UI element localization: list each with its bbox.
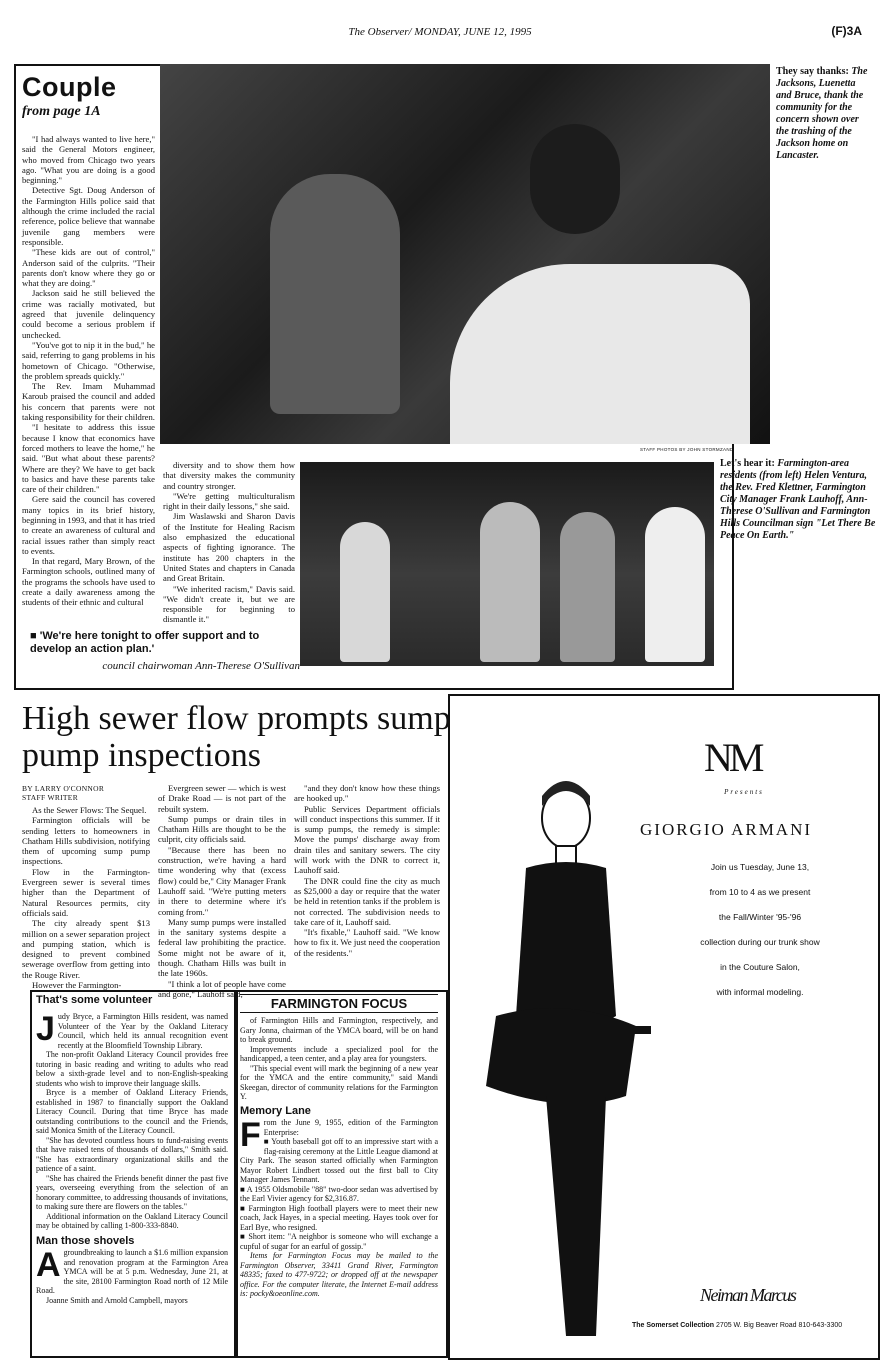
paragraph: Additional information on the Oakland Literacy Council may be obtained by calling 1-800-333-8840. <box>36 1211 228 1230</box>
ad-line: Join us Tuesday, June 13, <box>710 862 810 872</box>
paragraph: "It's fixable," Lauhoff said. "We know how to fix it. We just need the cooperation of the residents." <box>294 927 440 958</box>
volunteer-text <box>36 1012 228 1305</box>
shovels-first: groundbreaking to launch a $1.6 million expansion and renovation program at the Farmington Area YMCA will be at 5 p.m. Wednesday, June 21, at the site, 28100 Farmington Road north of 12 Mile Road. <box>36 1248 228 1295</box>
store-address <box>632 1322 872 1329</box>
paragraph: Jim Waslawski and Sharon Davis of the Institute for Healing Racism also emphasized the educational aspects of fighting ignorance. The institute has 200 chapters in the United States and chapters in Canada and Great Britain. <box>163 511 295 584</box>
ad-line: from 10 to 4 as we present <box>709 887 811 897</box>
memory-item <box>240 1232 438 1251</box>
focus-footer: Items for Farmington Focus may be mailed to the Farmington Observer, 33411 Grand River, Farmington 48335; faxed to 477-9722; or dropped off at the newspaper office. For the computer literate, the Internet E-mail address is: pocky&oeonline.com. <box>240 1251 438 1298</box>
paragraph: The Rev. Imam Muhammad Karoub praised the council and added his concern that parents were not taking responsibility for their children. <box>22 381 155 423</box>
bullet-icon: ■ <box>240 1184 247 1194</box>
memory-item-text: Short item: "A neighbor is someone who will exchange a cupful of sugar for an earful of gossip." <box>240 1232 438 1251</box>
paragraph: In that regard, Mary Brown, of the Farmington schools, outlined many of the programs the schools have used to create a daily awareness among the students of their ethnic and cultural <box>22 556 155 608</box>
shovels-p2: Joanne Smith and Arnold Campbell, mayors <box>46 1295 188 1305</box>
photo1-caption <box>776 66 872 162</box>
paragraph: Sump pumps or drain tiles in Chatham Hills are thought to be the culprit, city officials said. <box>158 813 286 845</box>
memory-item <box>240 1204 438 1233</box>
paragraph: Farmington officials will be sending letters to homeowners in Chatham Hills subdivision, notifying them of upcoming sump pump inspections. <box>22 815 150 867</box>
paragraph: "You've got to nip it in the bud," he said, referring to gang problems in his hometown of Chicago. "Otherwise, the problem spreads quickly." <box>22 339 155 381</box>
store-location: The Somerset Collection <box>632 1322 715 1329</box>
caption-text: Farmington-area residents (from left) Helen Ventura, the Rev. Fred Klettner, Farmington City Manager Frank Lauhoff, Ann-Therese O'Sullivan and Farmington Hills Councilman sign "Let There Be Peace On Earth." <box>720 458 876 541</box>
paragraph: diversity and to show them how that diversity makes the community and country stronger. <box>163 460 295 491</box>
paragraph: Flow in the Farmington-Evergreen sewer is several times higher than the Department of Natural Resources permits, city officials said. <box>22 866 150 918</box>
paragraph: However the Farmington- <box>32 980 122 991</box>
caption-lead: Let's hear it: <box>720 458 775 469</box>
caption-text: The Jacksons, Luenetta and Bruce, thank the community for the concern shown over the trashing of the Jackson home on Lancaster. <box>776 66 868 161</box>
paragraph: "I think a lot of people have come and gone," Lauhoff said, <box>158 978 286 999</box>
sewer-headline: High sewer flow prompts sump pump inspections <box>22 700 451 774</box>
photo-credit: STAFF PHOTOS BY JOHN STORMZAND <box>640 447 734 452</box>
caption-lead: They say thanks: <box>776 66 849 77</box>
byline-name: BY LARRY O'CONNOR <box>22 784 105 793</box>
store-street: 2705 W. Big Beaver Road 810-643-3300 <box>716 1322 843 1329</box>
volunteer-title: That's some volunteer <box>36 994 153 1006</box>
bullet-icon: ■ <box>263 1137 272 1146</box>
farmington-focus-title: FARMINGTON FOCUS <box>240 994 438 1013</box>
couple-column-2 <box>163 460 295 625</box>
byline-title: STAFF WRITER <box>22 792 78 802</box>
neiman-marcus-ad <box>448 694 880 1360</box>
photo-figure <box>480 502 540 662</box>
dateline: The Observer/ MONDAY, JUNE 12, 1995 <box>348 26 532 38</box>
paragraph: The non-profit Oakland Literacy Council provides free tutoring in basic reading and writing to adults who read below a sixth-grade level and to non-English-speaking students who wish to improve their language skills. <box>36 1050 228 1088</box>
memory-item <box>240 1137 438 1185</box>
memory-first: rom the June 9, 1955, edition of the Farmington Enterprise: <box>263 1118 438 1137</box>
memory-lane-title: Memory Lane <box>240 1104 311 1117</box>
photo-figure <box>560 512 615 662</box>
memory-item <box>240 1185 438 1204</box>
volunteer-first: udy Bryce, a Farmington Hills resident, was named Volunteer of the Year by the Oakland Literacy Council, which held its annual recognition event recently at the Bloomfield Township Library. <box>57 1012 228 1050</box>
paragraph: "These kids are out of control," Anderson said of the culprits. "Their parents don't know where they go or what they are doing." <box>22 247 155 289</box>
paragraph: "I hesitate to address this issue because I know that economics have forced mothers to leave the home," he said. "But what about these parents? Where are they? We have to get back to basics and have these parents take care of their children." <box>22 422 155 495</box>
presents-text: Presents <box>724 788 764 796</box>
paragraph: "We're getting multiculturalism right in their daily lessons," she said. <box>163 490 295 512</box>
drop-cap: J <box>36 1010 55 1048</box>
neiman-marcus-logo: Neiman Marcus <box>700 1285 796 1305</box>
memory-item-text: A 1955 Oldsmobile "88" two-door sedan was advertised by the Earl Vivier agency for $2,316.87. <box>240 1184 438 1203</box>
photo-figure <box>340 522 390 662</box>
memory-item-text: Youth baseball got off to an impressive start with a flag-raising ceremony at the Little League diamond at City Park. The season started officially when Farmington Mayor Robert Lindbert tossed out the first ball to City Manager James Tennant. <box>240 1137 438 1184</box>
paragraph: Gere said the council has covered many topics in its brief history, beginning in 1993, and that it has tried to create an awareness of cultural and racial issues rather than simply react to events. <box>22 494 155 556</box>
drop-cap: A <box>36 1246 61 1284</box>
pull-quote-attribution: council chairwoman Ann-Therese O'Sullivan <box>102 660 300 672</box>
shovels-title: Man those shovels <box>36 1234 135 1247</box>
designer-name: GIORGIO ARMANI <box>640 820 813 839</box>
byline <box>22 785 104 802</box>
paragraph: As the Sewer Flows: The Sequel. <box>32 805 147 815</box>
paragraph: "Because there has been no construction, we're having a hard time wondering why that (excess flow) could be," City Manager Frank Lauhoff said. "We're putting meters in there to determine where it's coming from." <box>158 844 286 917</box>
paragraph: Evergreen sewer — which is west of Drake Road — is not part of the rebuilt system. <box>158 783 286 814</box>
photo-figure <box>645 507 705 662</box>
photo-figure <box>530 124 620 234</box>
paragraph: of Farmington Hills and Farmington, respectively, and Gary Jonna, chairman of the YMCA board, will be on hand to break ground. <box>240 1016 438 1044</box>
ad-line: the Fall/Winter '95-'96 <box>718 912 802 922</box>
photo2-caption <box>720 458 876 542</box>
jump-line: from page 1A <box>22 104 101 119</box>
couple-column-1 <box>22 134 155 608</box>
paragraph: The city already spent $13 million on a sewer separation project and pumping station, which is designed to prevent combined sewerage overflow from getting into the Rouge River. <box>22 918 150 980</box>
photo-figure <box>270 174 400 414</box>
photo-singers <box>300 462 714 666</box>
story-title: Couple <box>22 72 117 102</box>
ad-line: with informal modeling. <box>716 987 804 997</box>
sewer-column-1 <box>22 805 150 990</box>
photo-figure <box>450 264 750 444</box>
paragraph: "This special event will mark the beginning of a new year for the YMCA and the entire community," said Mandi Skeegan, director of community relations for the Farmington Y. <box>240 1063 438 1101</box>
nm-logo: NM <box>704 735 761 780</box>
paragraph: "and they don't know how these things are hooked up." <box>294 783 440 804</box>
page-number: (F)3A <box>831 24 862 38</box>
sewer-column-2 <box>158 783 286 999</box>
paragraph: "She has chaired the Friends benefit dinner the past five years, overseeing everything from the selection of an honorary committee, to addressing thousands of invitations, to making sure there are flowers on the tables." <box>36 1173 228 1211</box>
bullet-icon: ■ <box>240 1232 249 1241</box>
paragraph: Bryce is a member of Oakland Literacy Friends, established in 1987 to financially support the Oakland Literacy Council. During that time Bryce has made outstanding contributions to the council and the Friends, said Monica Smith of the Literacy Council. <box>36 1088 228 1135</box>
photo-jacksons <box>160 64 770 444</box>
ad-line: collection during our trunk show <box>700 937 820 947</box>
focus-text <box>240 1016 438 1299</box>
paragraph: "She has devoted countless hours to fund-raising events that have raised tens of thousands of dollars," Smith said. "She has extraordinary organizational skills and the patience of a saint. <box>36 1135 228 1173</box>
paragraph: Public Services Department officials will conduct inspections this summer. If it is sump pumps, the remedy is simple: Move the pumps' discharge away from drain tiles and sanitary sewers. The city will work with the DNR to correct it, Lauhoff said. <box>294 803 440 876</box>
paragraph: Jackson said he still believed the crime was racially motivated, but agreed that juvenile delinquency could become a serious problem if unchecked. <box>22 288 155 340</box>
paragraph: Detective Sgt. Doug Anderson of the Farmington Hills police said that although the crime included the racial reference, police believe that wannabe juvenile gang members were responsible. <box>22 185 155 247</box>
model-illustration <box>456 756 656 1346</box>
paragraph: "I had always wanted to live here," said the General Motors engineer, who moved from Chicago two years ago. "What you are doing is a good beginning." <box>22 134 155 186</box>
paragraph: "We inherited racism," Davis said. "We didn't create it, but we are responsible for beginning to dismantle it." <box>163 583 295 625</box>
paragraph: Many sump pumps were installed in the sanitary systems despite a federal law prohibiting the practice. Some might not be aware of it, though. Chatham Hills was built in the late 1960s. <box>158 916 286 979</box>
memory-item-text: Farmington High football players were to meet their new coach, Jack Hayes, in a special meeting. Hayes took over for Earl Bye, who resigned. <box>240 1203 438 1232</box>
drop-cap: F <box>240 1116 261 1154</box>
pull-quote-text: 'We're here tonight to offer support and to develop an action plan.' <box>30 630 260 655</box>
bullet-icon: ■ <box>240 1203 249 1213</box>
pull-quote: ■ 'We're here tonight to offer support and to develop an action plan.' <box>30 630 260 655</box>
sewer-column-3 <box>294 783 440 958</box>
page-header <box>0 24 880 44</box>
ad-line: in the Couture Salon, <box>720 962 800 972</box>
ad-body <box>660 855 860 1005</box>
paragraph: Improvements include a specialized pool for the handicapped, a teen center, and a play area for youngsters. <box>240 1044 438 1063</box>
paragraph: The DNR could fine the city as much as $25,000 a day or require that the water be held in retention tanks if the problem is not corrected. The subdivision needs to take care of it, Lauhoff said. <box>294 875 440 927</box>
